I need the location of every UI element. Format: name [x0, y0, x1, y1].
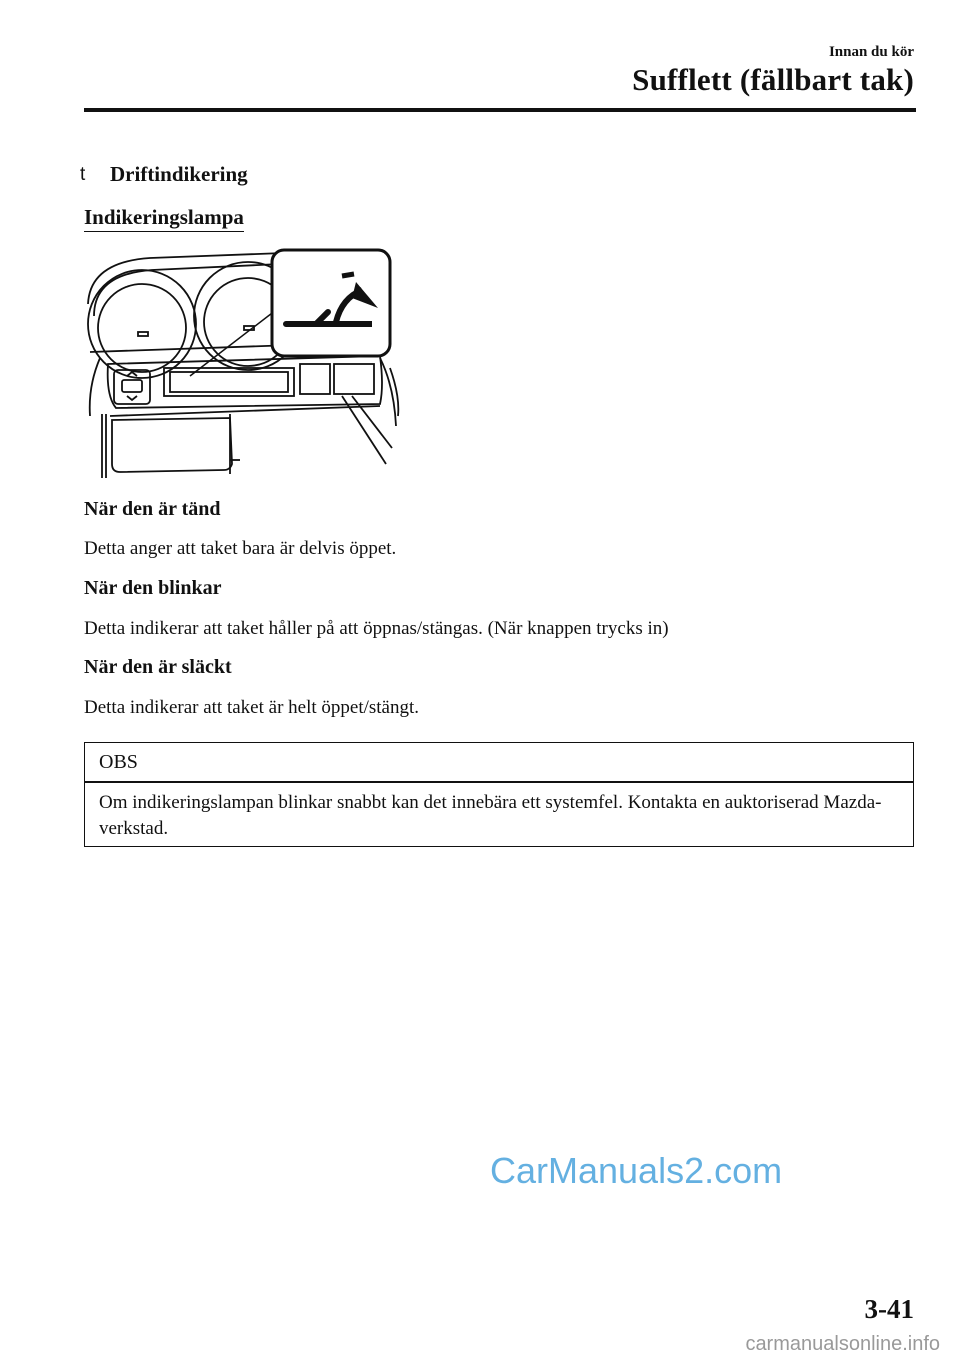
- section-bullet: t: [80, 164, 86, 185]
- state-text-on: Detta anger att taket bara är delvis öppet.: [84, 538, 397, 559]
- section-title: Driftindikering: [110, 162, 248, 186]
- state-label-on: När den är tänd: [84, 498, 221, 520]
- state-label-blinking: När den blinkar: [84, 577, 222, 599]
- note-heading: OBS: [99, 751, 138, 773]
- note-divider: [85, 781, 913, 783]
- page-number: 3-41: [864, 1294, 914, 1324]
- chapter-label: Innan du kör: [828, 44, 914, 60]
- header-rule: [84, 108, 916, 112]
- state-text-off: Detta indikerar att taket är helt öppet/stängt.: [84, 697, 420, 718]
- note-text: Om indikeringslampan blinkar snabbt kan det innebära ett systemfel. Kontakta en auktoriserad Mazda-verkstad.: [99, 792, 882, 839]
- note-box: [84, 742, 914, 847]
- footer-watermark: carmanualsonline.info: [745, 1333, 940, 1355]
- state-text-blinking: Detta indikerar att taket håller på att öppnas/stängas. (När knappen trycks in): [84, 618, 669, 639]
- dashboard-illustration: [80, 246, 400, 478]
- subheading: Indikeringslampa: [84, 205, 244, 232]
- state-label-off: När den är släckt: [84, 656, 232, 678]
- page-title: Sufflett (fällbart tak): [632, 62, 914, 97]
- watermark: CarManuals2.com: [490, 1150, 783, 1191]
